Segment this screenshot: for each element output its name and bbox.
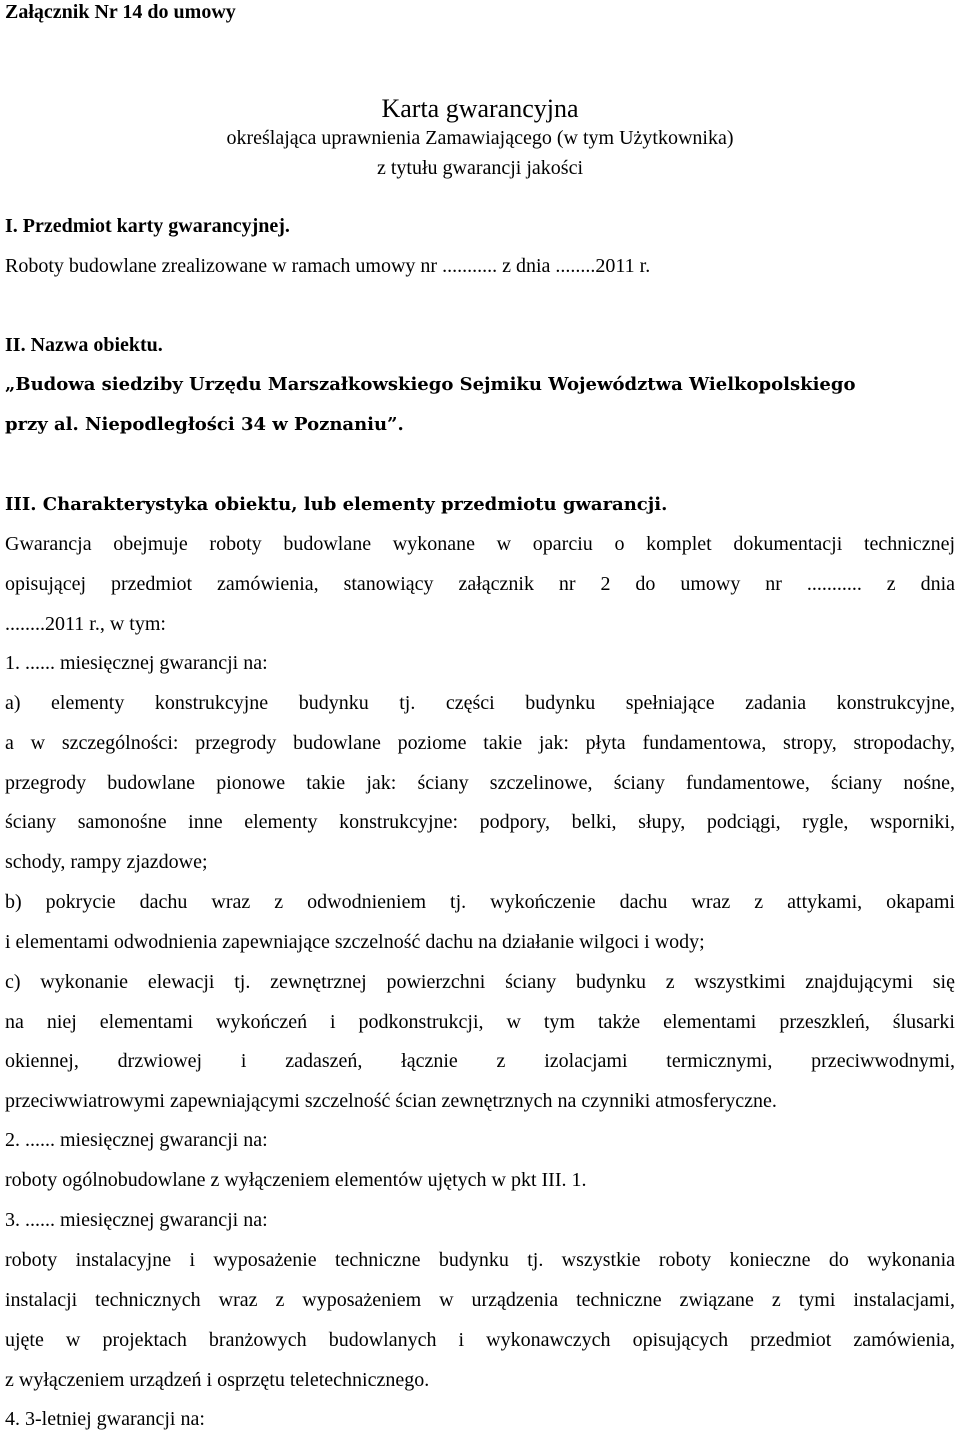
item-1a-line: przegrody budowlane pionowe takie jak: ściany szczelinowe, ściany fundamentowe, ściany nośne, bbox=[5, 772, 955, 794]
annex-label: Załącznik Nr 14 do umowy bbox=[5, 1, 236, 23]
document-subtitle-2: z tytułu gwarancji jakości bbox=[376, 157, 584, 179]
document-title: Karta gwarancyjna bbox=[381, 94, 579, 123]
item-3-line: ujęte w projektach branżowych budowlanych i wykonawczych opisujących przedmiot zamówienia, bbox=[5, 1329, 955, 1351]
item-2-heading: 2. ...... miesięcznej gwarancji na: bbox=[5, 1129, 268, 1151]
item-1a-line: schody, rampy zjazdowe; bbox=[5, 851, 208, 873]
item-1c-line: c) wykonanie elewacji tj. zewnętrznej powierzchni ściany budynku z wszystkimi znajdującymi się bbox=[5, 971, 955, 993]
item-1c-line: na niej elementami wykończeń i podkonstrukcji, w tym także elementami przeszkleń, ślusarki bbox=[5, 1011, 955, 1033]
document-subtitle-1: określająca uprawnienia Zamawiającego (w tym Użytkownika) bbox=[226, 127, 734, 149]
item-1a-line: a w szczególności: przegrody budowlane poziome takie jak: płyta fundamentowa, stropy, stropodachy, bbox=[5, 732, 955, 754]
item-1c-line: przeciwwiatrowymi zapewniającymi szczelność ścian zewnętrznych na czynniki atmosferyczne. bbox=[5, 1090, 777, 1112]
item-3-line: z wyłączeniem urządzeń i osprzętu teletechnicznego. bbox=[5, 1369, 430, 1391]
item-3-line: instalacji technicznych wraz z wyposażeniem w urządzenia techniczne związane z tymi instalacjami, bbox=[5, 1289, 955, 1311]
item-1c-line: okiennej, drzwiowej i zadaszeń, łącznie z izolacjami termicznymi, przeciwwodnymi, bbox=[5, 1050, 955, 1072]
item-1b-line: i elementami odwodnienia zapewniające szczelność dachu na działanie wilgoci i wody; bbox=[5, 931, 705, 953]
section-1-heading: I. Przedmiot karty gwarancyjnej. bbox=[5, 215, 290, 237]
section-3-intro-line: ........2011 r., w tym: bbox=[5, 613, 166, 635]
item-1a-line: a) elementy konstrukcyjne budynku tj. części budynku spełniające zadania konstrukcyjne, bbox=[5, 692, 955, 714]
item-4-heading: 4. 3-letniej gwarancji na: bbox=[5, 1408, 205, 1430]
object-name-line-1: „Budowa siedziby Urzędu Marszałkowskiego Sejmiku Województwa Wielkopolskiego bbox=[5, 374, 856, 395]
section-2-heading: II. Nazwa obiektu. bbox=[5, 334, 163, 356]
object-name-line-2: przy al. Niepodległości 34 w Poznaniu”. bbox=[5, 414, 404, 435]
section-3-heading: III. Charakterystyka obiektu, lub elementy przedmiotu gwarancji. bbox=[5, 494, 668, 515]
item-2-text: roboty ogólnobudowlane z wyłączeniem elementów ujętych w pkt III. 1. bbox=[5, 1169, 587, 1191]
section-3-intro-line: opisującej przedmiot zamówienia, stanowiący załącznik nr 2 do umowy nr ........... z dnia bbox=[5, 573, 955, 595]
item-3-heading: 3. ...... miesięcznej gwarancji na: bbox=[5, 1209, 268, 1231]
item-3-line: roboty instalacyjne i wyposażenie techniczne budynku tj. wszystkie roboty konieczne do wykonania bbox=[5, 1249, 955, 1271]
item-1-heading: 1. ...... miesięcznej gwarancji na: bbox=[5, 652, 268, 674]
section-1-text: Roboty budowlane zrealizowane w ramach umowy nr ........... z dnia ........2011 r. bbox=[5, 255, 651, 277]
section-3-intro-line: Gwarancja obejmuje roboty budowlane wykonane w oparciu o komplet dokumentacji technicznej bbox=[5, 533, 955, 555]
item-1b-line: b) pokrycie dachu wraz z odwodnieniem tj. wykończenie dachu wraz z attykami, okapami bbox=[5, 891, 955, 913]
item-1a-line: ściany samonośne inne elementy konstrukcyjne: podpory, belki, słupy, podciągi, rygle, wsporniki, bbox=[5, 811, 955, 833]
